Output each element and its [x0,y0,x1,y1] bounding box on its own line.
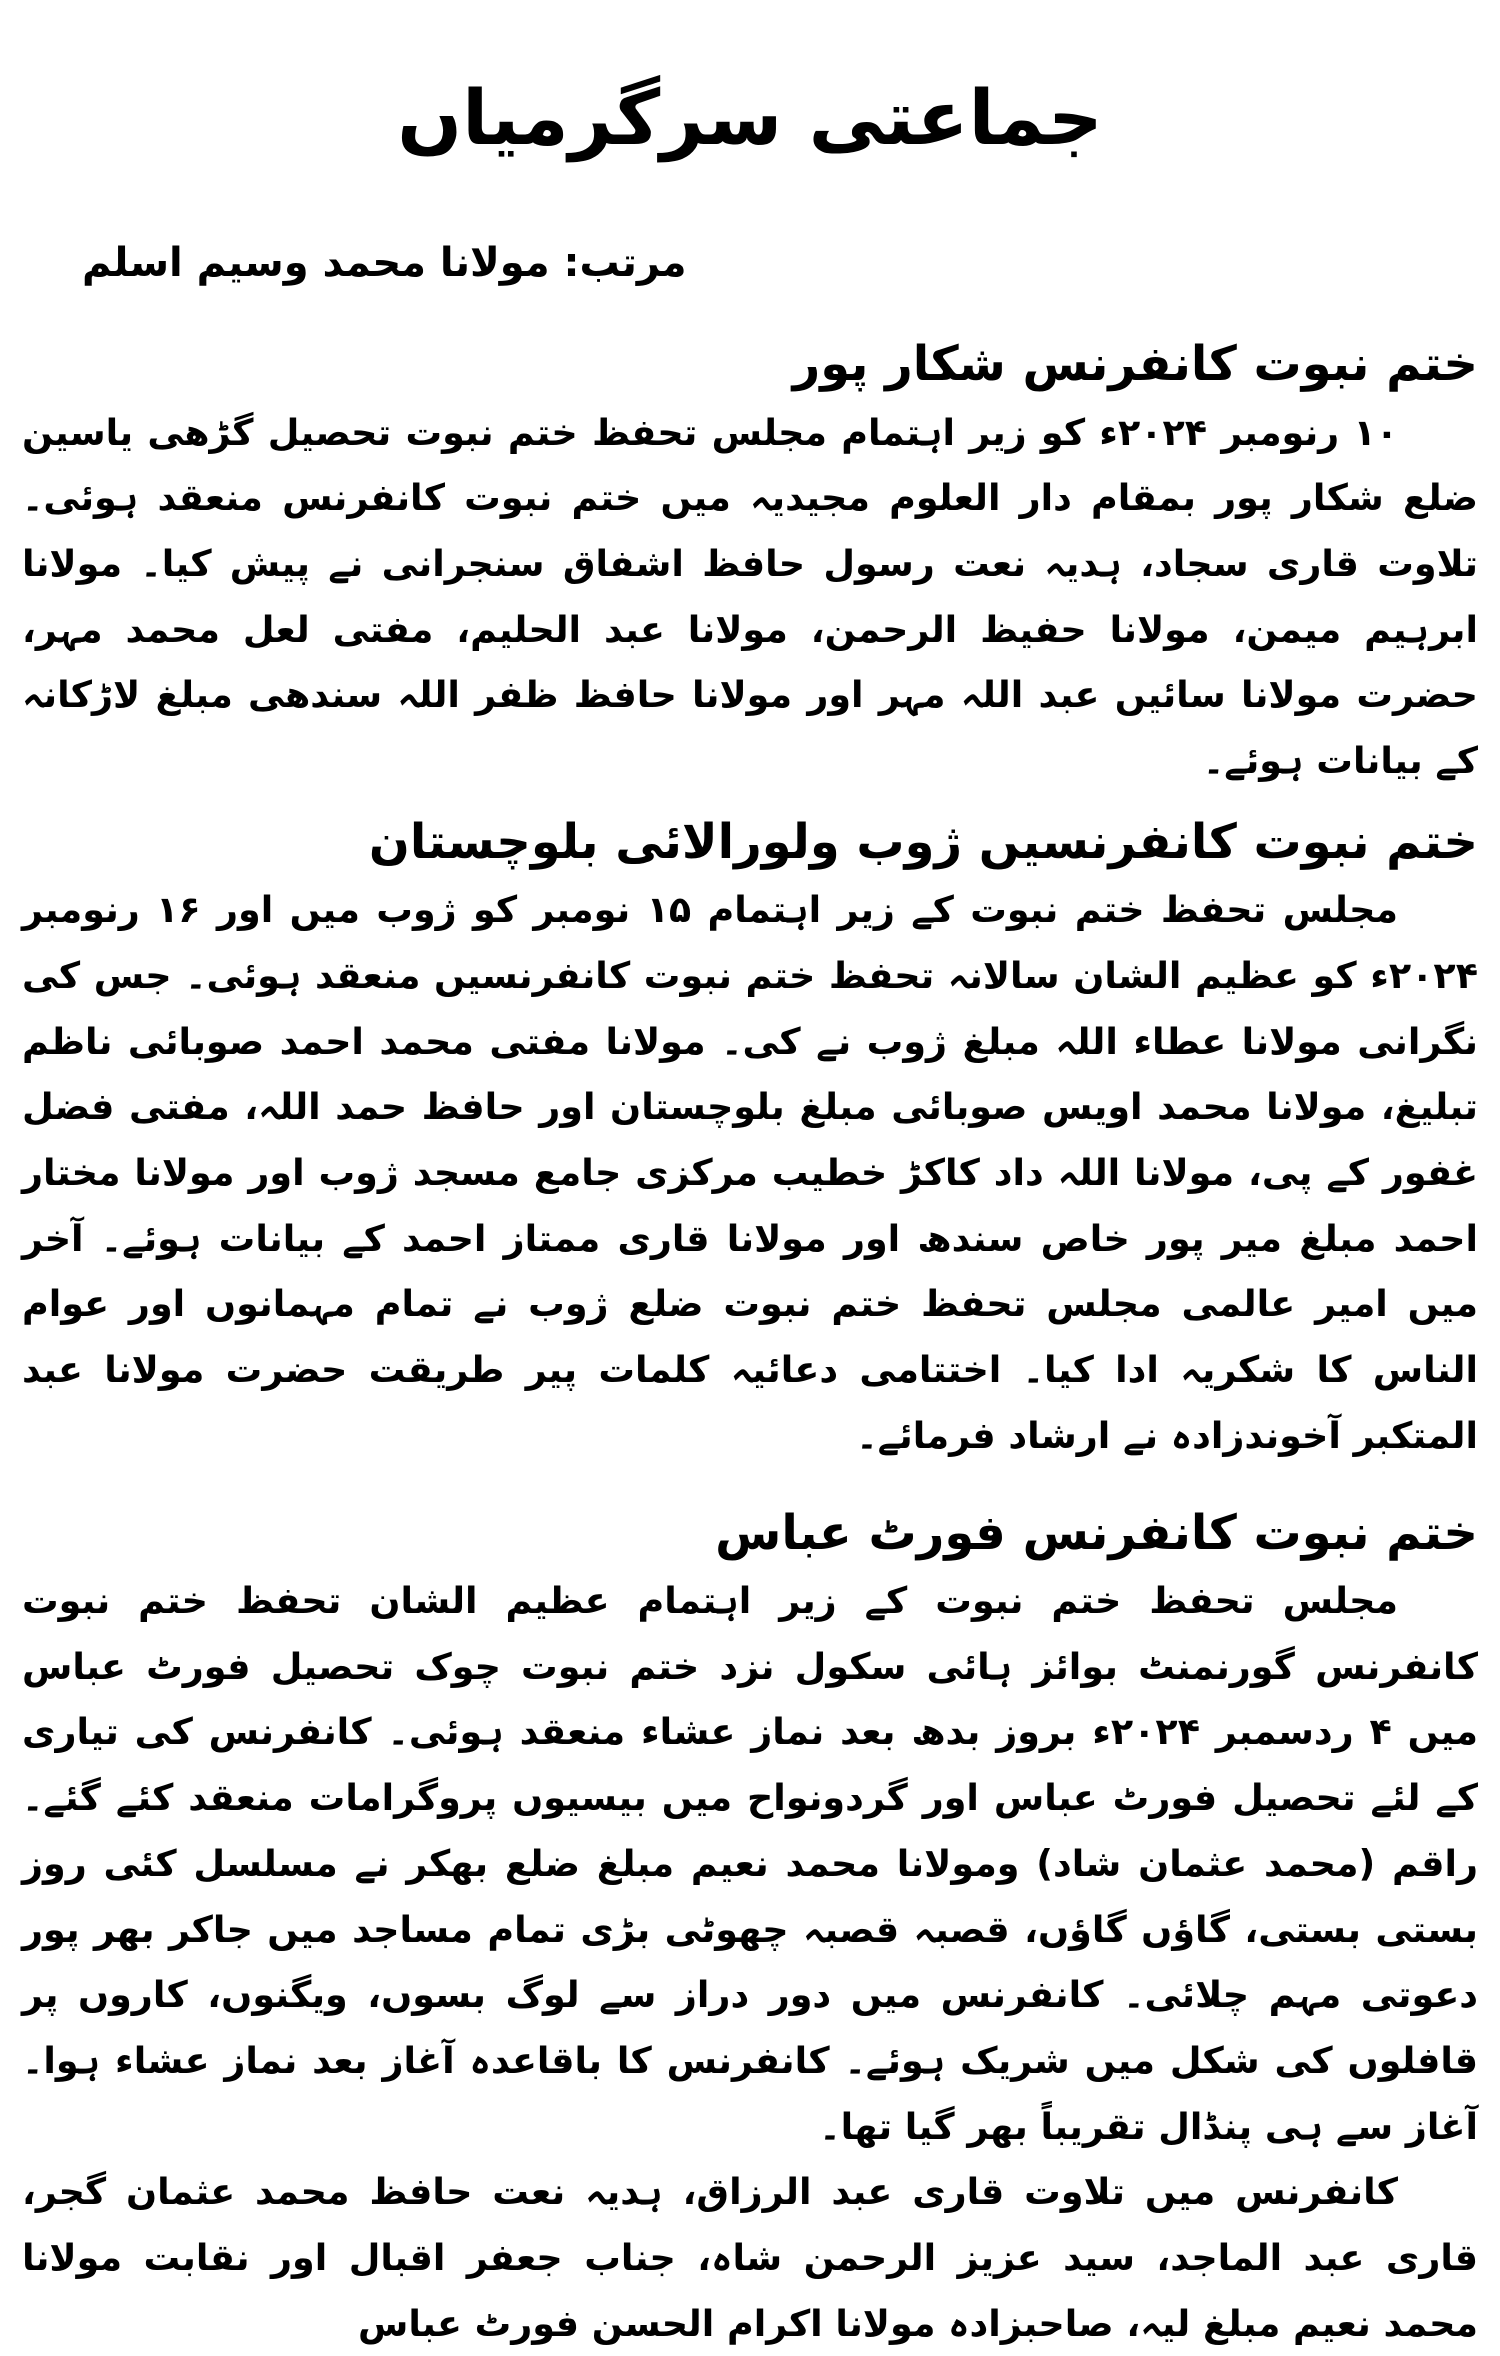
section-heading: ختم نبوت کانفرنسیں ژوب ولورالائی بلوچستان [22,808,1478,878]
magazine-page [22,0,1478,2300]
section-heading: ختم نبوت کانفرنس فورٹ عباس [22,1499,1478,1569]
section-fort-abbas [22,1499,1478,2356]
section-paragraph: ۱۰ رنومبر ۲۰۲۴ء کو زیر اہتمام مجلس تحفظ ختم نبوت تحصیل گڑھی یاسین ضلع شکار پور بمقام دار العلوم مجیدیہ میں ختم نبوت کانفرنس منعقد ہوئی۔ تلاوت قاری سجاد، ہدیہ نعت رسول حافظ اشفاق سنجرانی نے پیش کیا۔ مولانا ابرہیم میمن، مولانا حفیظ الرحمن، مولانا عبد الحلیم، مفتی لعل محمد مہر، حضرت مولانا سائیں عبد اللہ مہر اور مولانا حافظ ظفر اللہ سندھی مبلغ لاڑکانہ کے بیانات ہوئے۔ [22,400,1478,794]
section-shikarpur [22,330,1478,794]
section-paragraph: مجلس تحفظ ختم نبوت کے زیر اہتمام ۱۵ نومبر کو ژوب میں اور ۱۶ رنومبر ۲۰۲۴ء کو عظیم الشان سالانہ تحفظ ختم نبوت کانفرنسیں منعقد ہوئی۔ جس کی نگرانی مولانا عطاء اللہ مبلغ ژوب نے کی۔ مولانا مفتی محمد احمد صوبائی ناظم تبلیغ، مولانا محمد اویس صوبائی مبلغ بلوچستان اور حافظ حمد اللہ، مفتی فضل غفور کے پی، مولانا اللہ داد کاکڑ خطیب مرکزی جامع مسجد ژوب اور مولانا مختار احمد مبلغ میر پور خاص سندھ اور مولانا قاری ممتاز احمد کے بیانات ہوئے۔ آخر میں امیر عالمی مجلس تحفظ ختم نبوت ضلع ژوب نے تمام مہمانوں اور عوام الناس کا شکریہ ادا کیا۔ اختتامی دعائیہ کلمات پیر طریقت حضرت مولانا عبد المتکبر آخوندزادہ نے ارشاد فرمائے۔ [22,877,1478,1468]
compiler-credit: مرتب: مولانا محمد وسیم اسلم [82,240,687,286]
article-body [22,330,1478,2356]
page-title: جماعتی سرگرمیاں [22,72,1478,163]
compiler-line [22,240,1478,286]
section-paragraph: کانفرنس میں تلاوت قاری عبد الرزاق، ہدیہ نعت حافظ محمد عثمان گجر، قاری عبد الماجد، سید عزیز الرحمن شاہ، جناب جعفر اقبال اور نقابت مولانا محمد نعیم مبلغ لیہ، صاحبزادہ مولانا اکرام الحسن فورٹ عباس [22,2159,1478,2356]
section-heading: ختم نبوت کانفرنس شکار پور [22,330,1478,400]
section-paragraph: مجلس تحفظ ختم نبوت کے زیر اہتمام عظیم الشان تحفظ ختم نبوت کانفرنس گورنمنٹ بوائز ہائی سکول نزد ختم نبوت چوک تحصیل فورٹ عباس میں ۴ ردسمبر ۲۰۲۴ء بروز بدھ بعد نماز عشاء منعقد ہوئی۔ کانفرنس کی تیاری کے لئے تحصیل فورٹ عباس اور گردونواح میں بیسیوں پروگرامات منعقد کئے گئے۔ راقم (محمد عثمان شاد) ومولانا محمد نعیم مبلغ ضلع بھکر نے مسلسل کئی روز بستی بستی، گاؤں گاؤں، قصبہ قصبہ چھوٹی بڑی تمام مساجد میں جاکر بھر پور دعوتی مہم چلائی۔ کانفرنس میں دور دراز سے لوگ بسوں، ویگنوں، کاروں پر قافلوں کی شکل میں شریک ہوئے۔ کانفرنس کا باقاعدہ آغاز بعد نماز عشاء ہوا۔ آغاز سے ہی پنڈال تقریباً بھر گیا تھا۔ [22,1568,1478,2159]
section-zhob-loralai [22,808,1478,1469]
